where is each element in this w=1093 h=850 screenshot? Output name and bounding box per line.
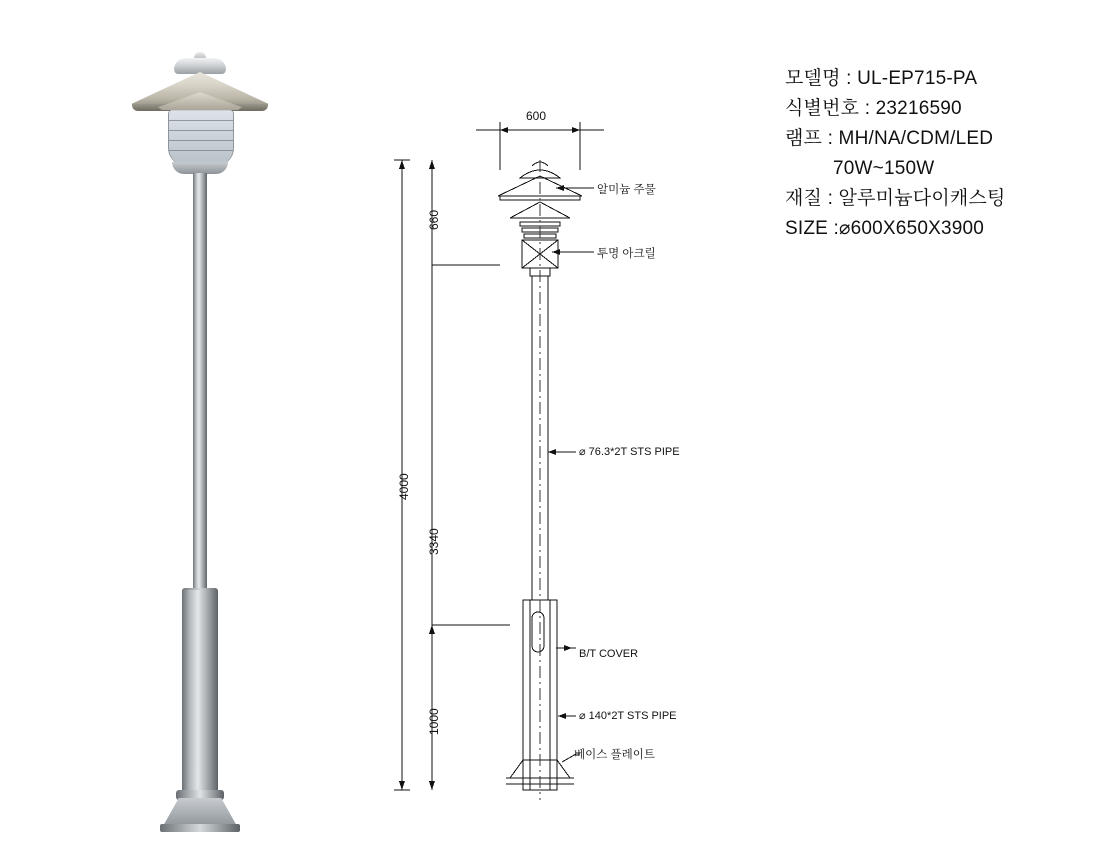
lamp-diffuser: [168, 110, 234, 166]
technical-drawing: [380, 100, 710, 810]
callout-diffuser: 투명 아크릴: [597, 248, 656, 260]
callout-upper-pipe: ⌀ 76.3*2T STS PIPE: [579, 446, 680, 458]
dim-base-1000: 1000: [427, 708, 441, 735]
pole-lower: [182, 590, 218, 792]
lamp-top-cap: [174, 58, 226, 74]
spec-material: 재질 : 알루미늄다이캐스팅: [785, 188, 1006, 209]
product-render: [110, 30, 290, 810]
spec-id: 식별번호 : 23216590: [785, 98, 962, 119]
callout-lower-pipe: ⌀ 140*2T STS PIPE: [579, 710, 677, 722]
spec-size: SIZE :⌀600X650X3900: [785, 218, 985, 239]
callout-head-material: 알미늄 주물: [597, 184, 656, 196]
dim-width-600: 600: [526, 109, 547, 123]
callout-base-plate: 베이스 플레이트: [574, 749, 655, 761]
callout-bt-cover: B/T COVER: [579, 648, 639, 660]
spec-lamp-power: 70W~150W: [833, 158, 935, 179]
dim-head-660: 660: [427, 209, 441, 230]
spec-panel: [785, 64, 1075, 244]
pole-base-plate: [160, 824, 240, 832]
spec-lamp: 램프 : MH/NA/CDM/LED: [785, 128, 994, 149]
pole-upper: [193, 173, 207, 591]
dim-total-4000: 4000: [397, 473, 411, 500]
dim-pole-3340: 3340: [427, 528, 441, 555]
spec-model: 모델명 : UL-EP715-PA: [785, 68, 978, 89]
